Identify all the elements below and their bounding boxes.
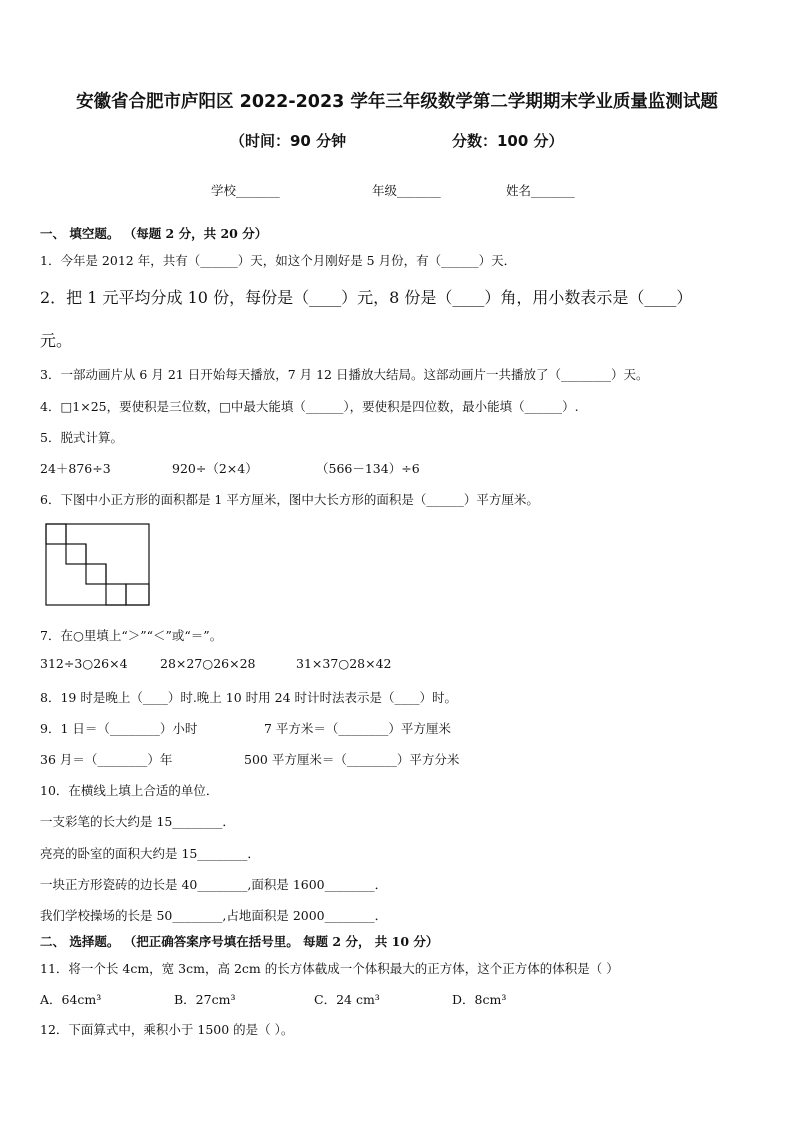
question-5: 5．脱式计算。 [40,430,123,445]
question-10a: 一支彩笔的长大约是 15________． [40,814,235,829]
question-11-option-d: D．8cm³ [452,992,507,1007]
question-7: 7．在○里填上“＞”“＜”或“＝”。 [40,628,223,643]
question-8: 8．19 时是晚上（____）时.晚上 10 时用 24 时计时法表示是（____）时。 [40,690,458,705]
small-square-2 [66,544,86,564]
question-5c: （566－134）÷6 [316,461,420,476]
small-square-5 [126,584,149,605]
question-7a: 312÷3○26×4 [40,656,128,671]
small-square-3 [86,564,106,584]
question-10b: 亮亮的卧室的面积大约是 15________． [40,846,260,861]
section-choice: 二、 选择题。 （把正确答案序号填在括号里。 每题 2 分， 共 10 分） [40,934,439,949]
question-9d: 500 平方厘米＝（________）平方分米 [244,752,460,767]
section-fill-in: 一、 填空题。 （每题 2 分，共 20 分） [40,226,268,241]
name-field: 姓名_______ [506,183,575,198]
exam-time: （时间：90 分钟 [230,132,347,150]
question-3: 3．一部动画片从 6 月 21 日开始每天播放，7 月 12 日播放大结局。这部动画片一共播放了（________）天。 [40,367,649,382]
question-1: 1．今年是 2012 年，共有（______）天，如这个月刚好是 5 月份，有（______）天． [40,253,517,268]
staircase-rectangle-figure [45,523,151,607]
question-6: 6．下图中小正方形的面积都是 1 平方厘米，图中大长方形的面积是（______）平方厘米。 [40,492,539,507]
question-10d: 我们学校操场的长是 50________,占地面积是 2000________． [40,908,388,923]
question-9c: 36 月＝（________）年 [40,752,173,767]
question-2: 2．把 1 元平均分成 10 份，每份是（____）元，8 份是（____）角，用小数表示是（____） [40,288,693,307]
question-11-option-a: A．64cm³ [40,992,102,1007]
question-9b: 7 平方米＝（________）平方厘米 [264,721,451,736]
exam-title: 安徽省合肥市庐阳区 2022-2023 学年三年级数学第二学期期末学业质量监测试题 [76,92,718,112]
question-5b: 920÷（2×4） [172,461,258,476]
question-10: 10．在横线上填上合适的单位． [40,783,219,798]
question-4: 4．□1×25，要使积是三位数，□中最大能填（______），要使积是四位数，最小能填（______）. [40,399,579,414]
question-11-option-c: C．24 cm³ [314,992,380,1007]
question-9a: 9．1 日＝（________）小时 [40,721,198,736]
question-2-cont: 元。 [40,331,73,350]
exam-score: 分数：100 分） [452,132,564,150]
school-field: 学校_______ [211,183,280,198]
question-5a: 24＋876÷3 [40,461,111,476]
small-square-4 [106,584,126,605]
question-10c: 一块正方形瓷砖的边长是 40________,面积是 1600________． [40,877,388,892]
question-7b: 28×27○26×28 [160,656,256,671]
question-7c: 31×37○28×42 [296,656,392,671]
grade-field: 年级_______ [372,183,441,198]
small-square-1 [46,524,66,544]
question-12: 12．下面算式中，乘积小于 1500 的是（ ）。 [40,1022,294,1037]
question-11: 11．将一个长 4cm，宽 3cm，高 2cm 的长方体截成一个体积最大的正方体，这个正方体的体积是（ ） [40,961,619,976]
question-11-option-b: B．27cm³ [174,992,236,1007]
